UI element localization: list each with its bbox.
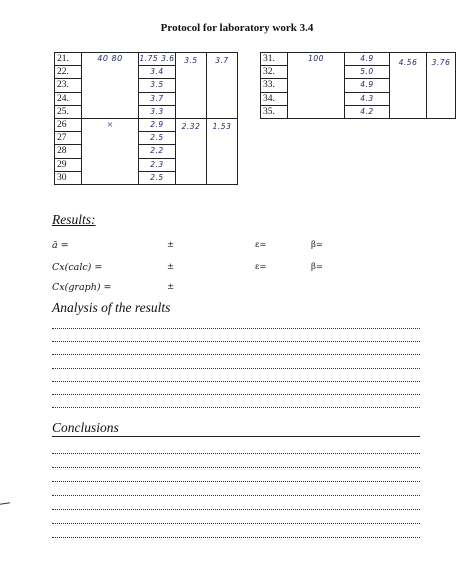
dotted-line	[52, 537, 420, 538]
left-data-table	[54, 52, 238, 185]
dotted-line	[52, 368, 420, 369]
margin-mark	[0, 502, 10, 504]
row-number: 23.	[55, 79, 82, 92]
handwritten-cell: 40 80	[82, 53, 139, 119]
dotted-line	[52, 481, 420, 482]
plus-minus: ±	[167, 240, 175, 250]
dotted-line	[52, 467, 420, 468]
handwritten-cell: 1.75 3.6	[139, 53, 176, 66]
analysis-heading: Analysis of the results	[52, 300, 171, 315]
plus-minus: ±	[167, 262, 175, 272]
handwritten-cell: 5.0	[345, 66, 390, 79]
handwritten-cell: 2.3	[139, 158, 176, 171]
row-number: 31.	[261, 53, 288, 66]
handwritten-cell: 1.53	[207, 118, 238, 184]
handwritten-cell: 2.2	[139, 145, 176, 158]
row-number: 28	[55, 145, 82, 158]
row-number: 30	[55, 171, 82, 184]
dotted-line	[52, 495, 420, 496]
handwritten-cell: 2.5	[139, 171, 176, 184]
dotted-line	[52, 381, 420, 382]
dotted-line	[52, 453, 420, 454]
row-number: 25.	[55, 105, 82, 118]
beta-label: β=	[311, 262, 324, 272]
row-number: 21.	[55, 53, 82, 66]
beta-label: β=	[311, 240, 324, 250]
epsilon-label: ε=	[255, 262, 267, 272]
handwritten-cell: 2.32	[176, 118, 207, 184]
handwritten-cell: 3.76	[427, 53, 456, 119]
row-number: 32.	[261, 66, 288, 79]
handwritten-cell: 3.7	[207, 53, 238, 119]
epsilon-label: ε=	[255, 240, 267, 250]
row-number: 24.	[55, 92, 82, 105]
plus-minus: ±	[167, 282, 175, 292]
handwritten-cell: 4.9	[345, 53, 390, 66]
handwritten-cell: 2.9	[139, 118, 176, 131]
row-number: 26	[55, 118, 82, 131]
row-number: 22.	[55, 66, 82, 79]
handwritten-cell: 100	[288, 53, 345, 119]
handwritten-cell: 4.2	[345, 105, 390, 118]
handwritten-cell: 3.7	[139, 92, 176, 105]
table-row	[261, 53, 456, 66]
row-number: 34.	[261, 92, 288, 105]
handwritten-cell: ×	[82, 118, 139, 184]
row-number: 27	[55, 132, 82, 145]
dotted-line	[52, 407, 420, 408]
handwritten-cell: 4.56	[390, 53, 427, 119]
row-number: 35.	[261, 105, 288, 118]
handwritten-cell: 3.3	[139, 105, 176, 118]
row-number: 29	[55, 158, 82, 171]
page-title: Protocol for laboratory work 3.4	[160, 22, 314, 34]
right-data-table	[260, 52, 456, 119]
dotted-line	[52, 509, 420, 510]
solid-rule	[52, 436, 420, 437]
dotted-line	[52, 341, 420, 342]
handwritten-cell: 3.5	[176, 53, 207, 119]
mean-label: ā =	[52, 240, 69, 251]
dotted-line	[52, 328, 420, 329]
results-heading: Results:	[52, 212, 96, 227]
conclusions-heading: Conclusions	[52, 420, 119, 435]
handwritten-cell: 2.5	[139, 132, 176, 145]
handwritten-cell: 4.9	[345, 79, 390, 92]
handwritten-cell: 3.4	[139, 66, 176, 79]
row-number: 33.	[261, 79, 288, 92]
table-row	[55, 118, 238, 131]
dotted-line	[52, 394, 420, 395]
table-row	[55, 53, 238, 66]
dotted-line	[52, 523, 420, 524]
graph-label: Cx(graph) =	[52, 282, 112, 293]
handwritten-cell: 3.5	[139, 79, 176, 92]
dotted-line	[52, 354, 420, 355]
calc-label: Cx(calc) =	[52, 262, 103, 273]
handwritten-cell: 4.3	[345, 92, 390, 105]
